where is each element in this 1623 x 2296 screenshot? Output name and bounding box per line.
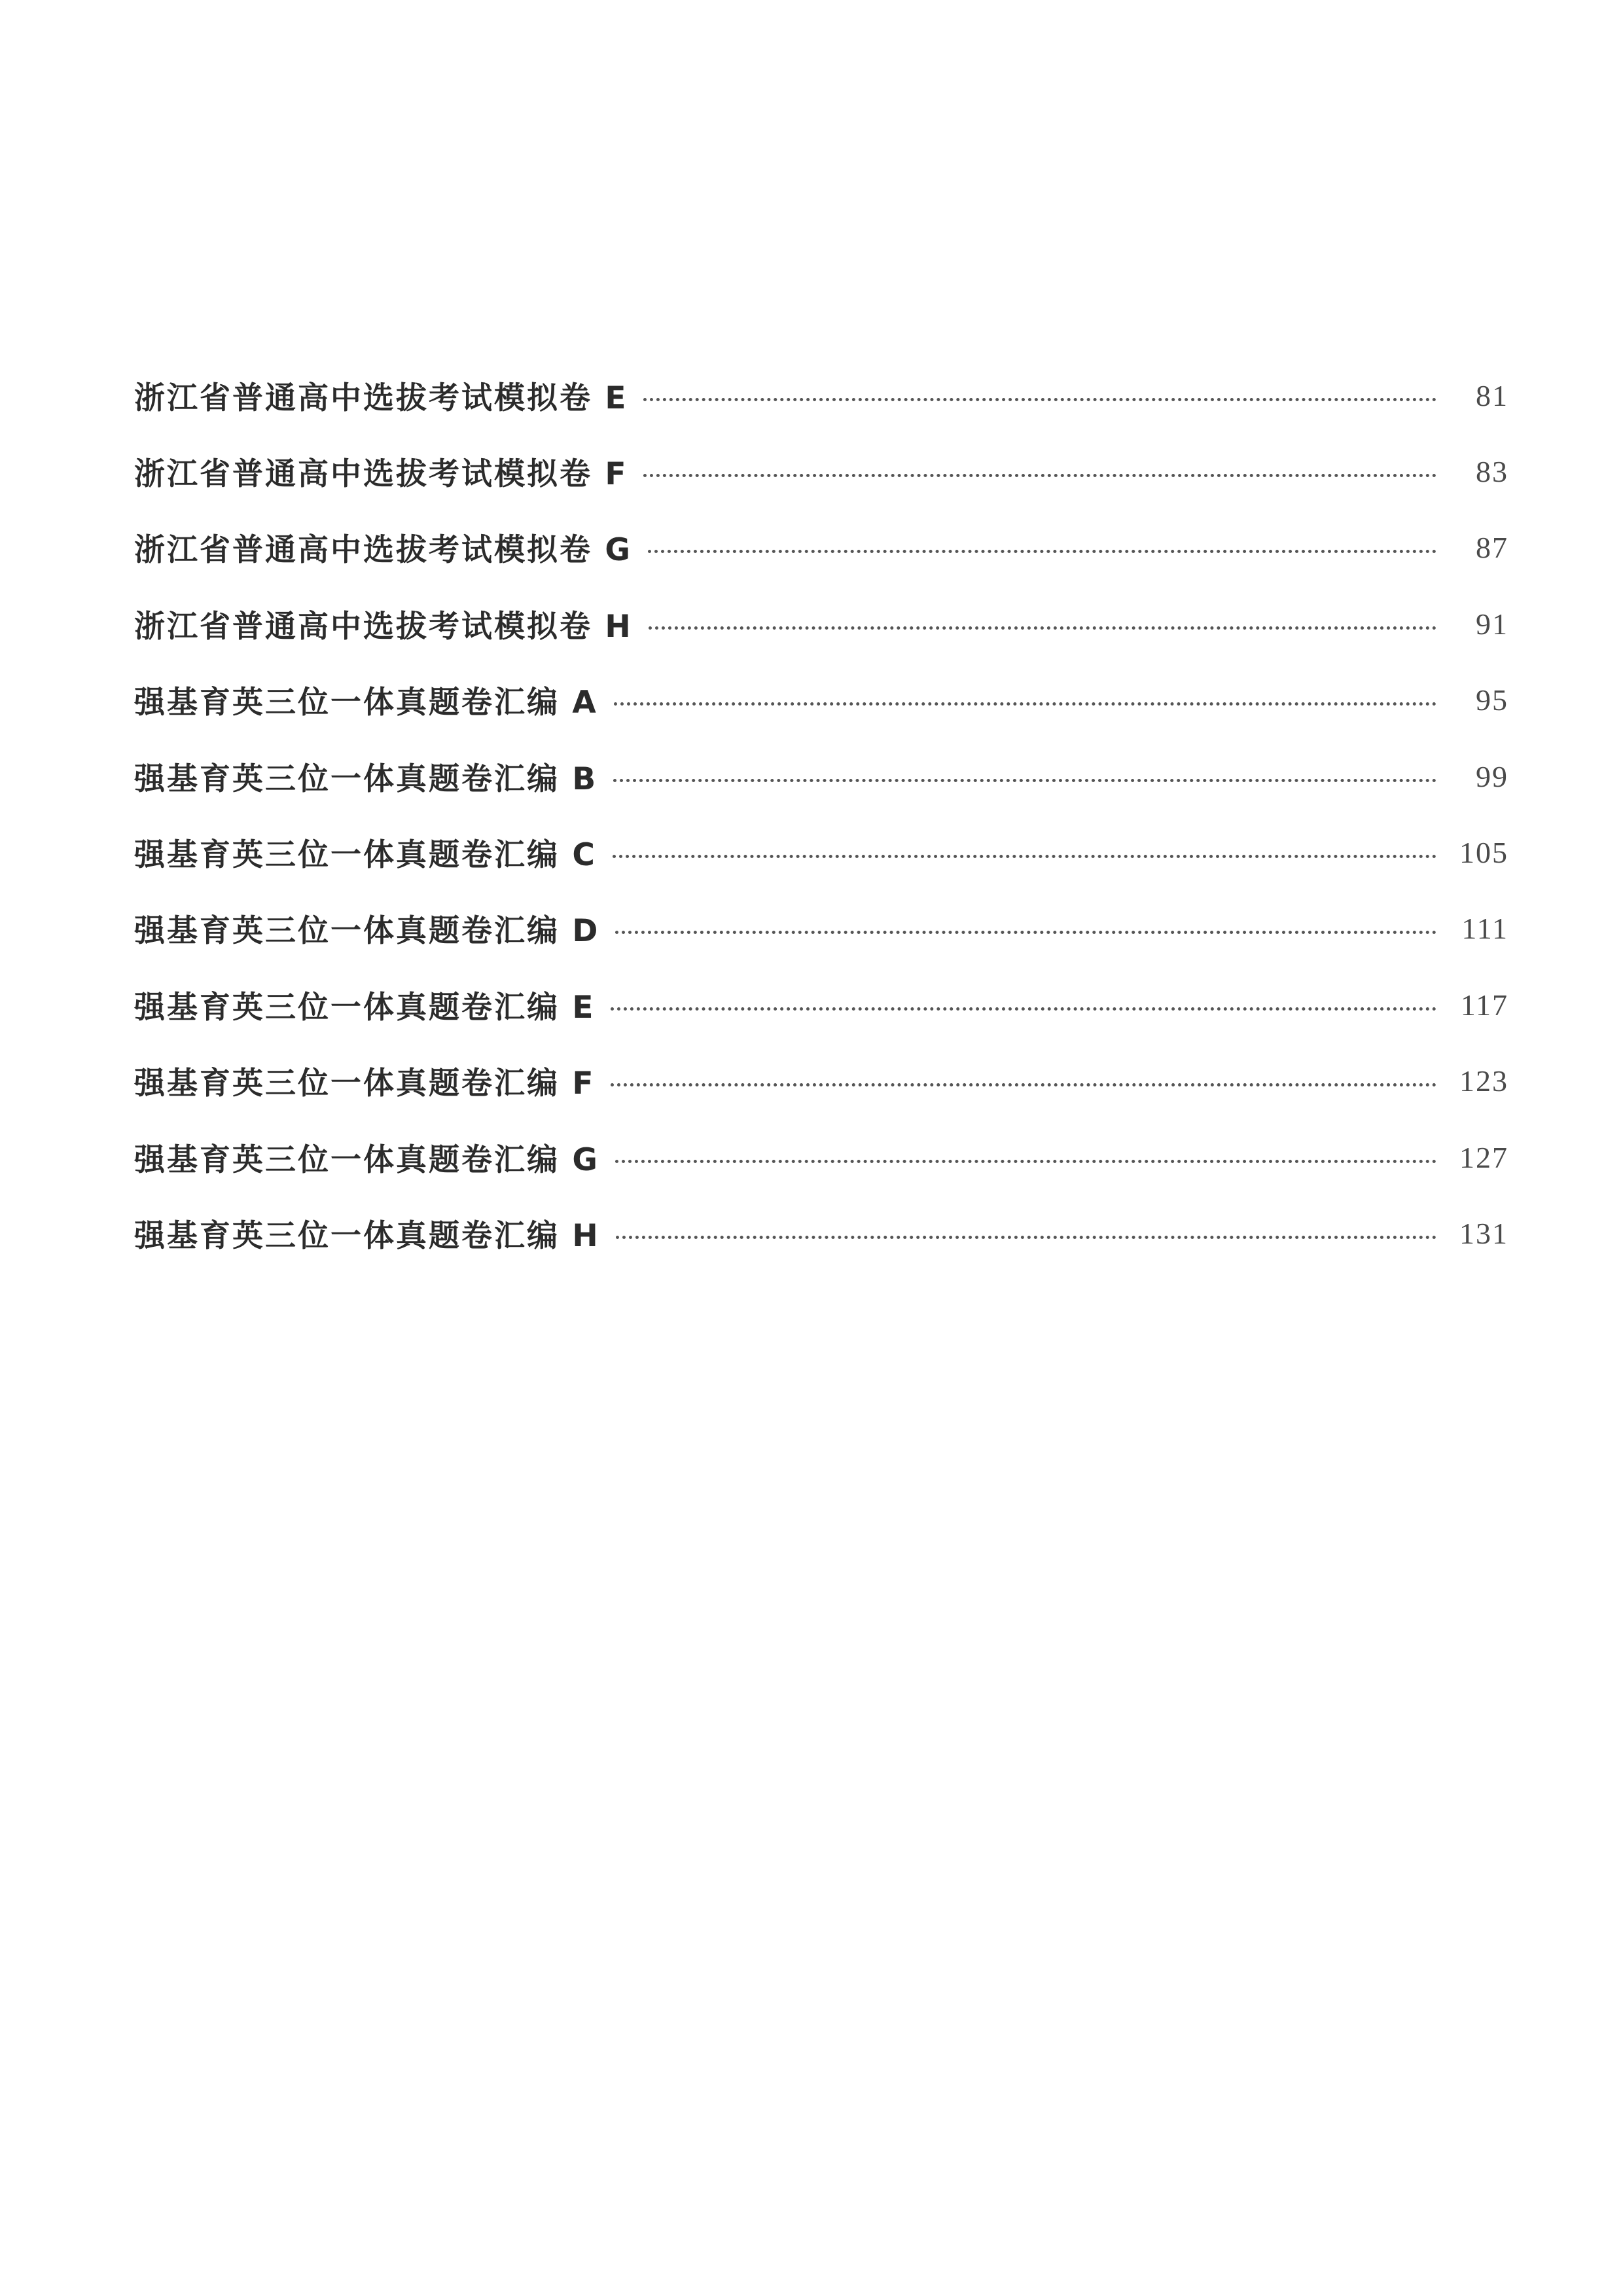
toc-entry-9[interactable]: [134, 967, 1508, 1043]
toc-entry-page-number: 111: [1461, 912, 1508, 946]
toc-entry-page-number: 127: [1459, 1140, 1508, 1174]
dot-leader: [615, 931, 1436, 934]
toc-entry-10[interactable]: [134, 1043, 1508, 1119]
toc-entry-page-number: 87: [1476, 531, 1508, 565]
toc-entry-page-number: 117: [1460, 988, 1508, 1022]
dot-leader: [643, 474, 1436, 477]
toc-entry-page-number: 91: [1476, 607, 1508, 641]
toc-entry-page-number: 99: [1476, 759, 1508, 793]
toc-entry-title: 强基育英三位一体真题卷汇编 G: [134, 1141, 599, 1178]
toc-entry-1[interactable]: [134, 357, 1508, 433]
toc-entry-title: 浙江省普通高中选拔考试模拟卷 H: [134, 608, 633, 645]
toc-entry-page-number: 95: [1476, 683, 1508, 717]
toc-entry-11[interactable]: [134, 1119, 1508, 1195]
toc-entry-4[interactable]: [134, 586, 1508, 662]
toc-entry-page-number: 105: [1459, 836, 1508, 870]
dot-leader: [616, 1236, 1436, 1239]
toc-entry-5[interactable]: [134, 662, 1508, 738]
dot-leader: [614, 702, 1436, 706]
toc-entry-title: 浙江省普通高中选拔考试模拟卷 F: [134, 456, 628, 493]
dot-leader: [615, 1160, 1436, 1163]
toc-entry-title: 强基育英三位一体真题卷汇编 E: [134, 989, 596, 1026]
dot-leader: [648, 550, 1436, 553]
toc-entry-3[interactable]: [134, 510, 1508, 586]
dot-leader: [613, 855, 1436, 858]
toc-entry-7[interactable]: [134, 814, 1508, 890]
toc-entry-page-number: 123: [1459, 1064, 1508, 1098]
dot-leader: [611, 1007, 1436, 1011]
table-of-contents: [134, 357, 1508, 1272]
toc-entry-title: 浙江省普通高中选拔考试模拟卷 E: [134, 380, 628, 416]
toc-entry-title: 强基育英三位一体真题卷汇编 H: [134, 1217, 600, 1254]
toc-entry-page-number: 83: [1476, 455, 1508, 489]
toc-entry-8[interactable]: [134, 891, 1508, 967]
toc-entry-2[interactable]: [134, 433, 1508, 509]
toc-entry-page-number: 81: [1476, 378, 1508, 412]
dot-leader: [613, 779, 1436, 782]
dot-leader: [611, 1083, 1436, 1086]
toc-entry-title: 强基育英三位一体真题卷汇编 C: [134, 837, 597, 874]
toc-entry-title: 强基育英三位一体真题卷汇编 F: [134, 1066, 596, 1102]
dot-leader: [649, 626, 1436, 630]
dot-leader: [643, 398, 1436, 401]
toc-entry-title: 强基育英三位一体真题卷汇编 B: [134, 761, 598, 797]
toc-entry-title: 强基育英三位一体真题卷汇编 D: [134, 913, 600, 950]
toc-entry-page-number: 131: [1459, 1216, 1508, 1250]
toc-entry-title: 强基育英三位一体真题卷汇编 A: [134, 685, 598, 721]
toc-entry-6[interactable]: [134, 738, 1508, 814]
toc-entry-12[interactable]: [134, 1195, 1508, 1271]
toc-entry-title: 浙江省普通高中选拔考试模拟卷 G: [134, 532, 632, 569]
